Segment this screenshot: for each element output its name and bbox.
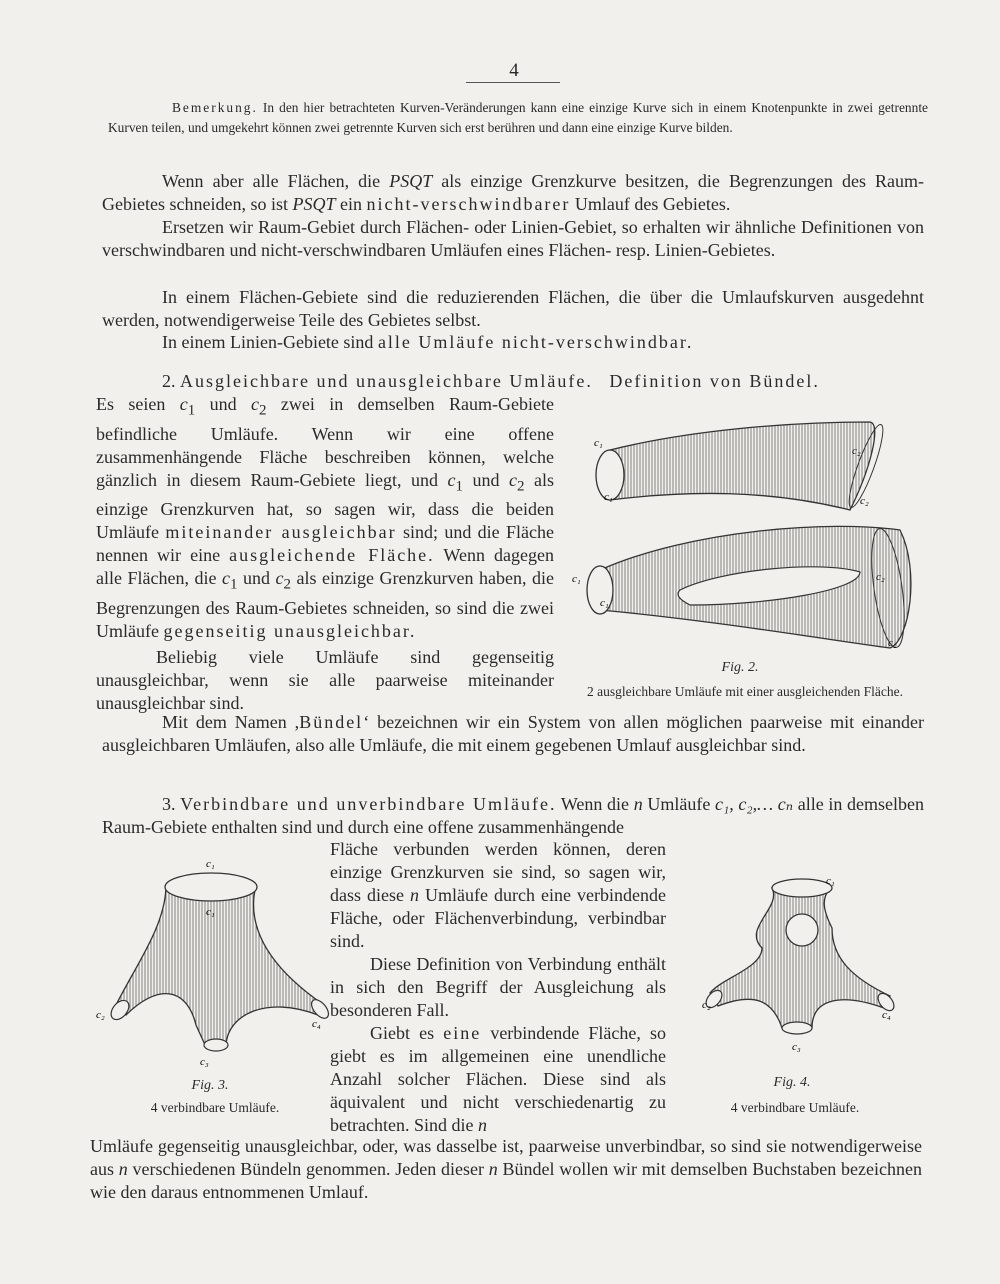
fig3-top-mouth [165,873,257,901]
remark-label: Bemerkung. [172,100,258,115]
spaced-term: eine [443,1023,482,1043]
section-2-heading: 2. Ausgleichbare und unausgleichbare Umläufe. Definition von Bündel. [162,371,820,391]
spaced-term: ausgleichende Fläche. [229,545,435,566]
spaced-term: alle Umläufe nicht-verschwindbar. [377,332,694,352]
var-psqt: PSQT [389,171,433,191]
fig2-label-c1: c₁ [594,437,603,449]
remark-text: In den hier betrachteten Kurven-Veränderungen kann eine einzige Kurve sich in einem Knotenpunkte in zwei getrennte Kurven teilen, und umgekehrt können zwei getrennte Kurven sich erst berühren und dann eine einzige Kurve bilden. [108,100,928,135]
fig2-caption: 2 ausgleichbare Umläufe mit einer ausgleichenden Fläche. [587,684,903,699]
fig3-caption: 4 verbindbare Umläufe. [150,1100,280,1115]
var-psqt: PSQT [292,194,336,214]
page-number-rule [466,82,560,83]
intro-paragraph-3: In einem Flächen-Gebiete sind die reduzierenden Flächen, die über die Umlaufskurven ausgedehnt werden, notwendigerweise Teile des Gebietes selbst. [102,287,924,330]
section-3-paragraph-2: Diese Definition von Verbindung enthält in sich den Begriff der Ausgleichung als besonderen Fall. [330,954,666,1020]
fig2-label-c2: c₂ [852,445,861,457]
fig2-label-c1c: c₁ [572,573,581,585]
spaced-term: miteinander ausgleichbar [165,522,397,543]
section-2-paragraph-3: Mit dem Namen ,Bündel‘ bezeichnen wir ein System von allen möglichen paarweise mit einander ausgleichbaren Umläufen, also alle Umläufe, die mit einem gegebenen Umlauf ausgleichbar sind. [102,712,924,755]
svg-text:c₂: c₂ [702,999,711,1011]
section-3-paragraph-4: Umläufe gegenseitig unausgleichbar, oder, was dasselbe ist, paarweise unverbindbar, so sind sie notwendigerweise aus n verschiedenen Bündeln genommen. Jeden dieser n Bündel wollen wir mit demselben Buchstaben bezeichnen wie den daraus entnommenen Umlauf. [90,1136,922,1202]
fig3-label: Fig. 3. [191,1078,229,1093]
spaced-term: Bündel [299,712,364,732]
remark [108,98,928,138]
section-3-paragraph-1: Fläche verbunden werden können, deren einzige Grenzkurven sie sind, so sagen wir, dass diese n Umläufe durch eine verbindende Fläche, oder Flächenverbindung, verbindbar sind. [330,839,667,951]
svg-text:c₂: c₂ [96,1009,105,1021]
section-3-heading: 3. Verbindbare und unverbindbare Umläufe. Wenn die n Umläufe c₁, c₂,… cₙ alle in demselben Raum-Gebiete enthalten sind und durch eine offene zusammenhängende [102,794,924,837]
intro-paragraph-1: Wenn aber alle Flächen, die PSQT als einzige Grenzkurve besitzen, die Begrenzungen des Raum-Gebietes schneiden, so ist PSQT ein nicht-verschwindbarer Umlauf des Gebietes. [102,171,924,214]
fig2-label-c2b: c₂ [860,495,869,507]
page-number: 4 [509,60,519,81]
fig2-label-c2c: c₂ [876,571,885,583]
figure-4-drawing [702,868,902,1058]
section-2-paragraph-2: Beliebig viele Umläufe sind gegenseitig unausgleichbar, wenn sie alle paarweise miteinander unausgleichbar sind. [96,647,554,713]
fig2-label-c1d: c₁ [600,597,609,609]
figure-2-drawing [570,410,930,660]
svg-text:c₄: c₄ [882,1009,891,1021]
fig4-caption: 4 verbindbare Umläufe. [730,1100,860,1115]
spaced-term: gegenseitig unausgleichbar. [163,620,417,641]
horn-upper [610,422,875,510]
section-2-paragraph-1: Es seien $c_1$ und $c_2$ zwei in demselben Raum-Gebiete befindliche Umläufe. Wenn wir eine offene zusammenhängende Fläche beschreiben können, welche gänzlich in diesem Raum-Gebiete liegt, und $c_1$ und $c_2$ als einzige Grenzkurven hat, so sagen wir, dass die beiden Umläufe miteinander ausgleichbar sind; und die Fläche nennen wir eine ausgleichende Fläche. Wenn dagegen alle Flächen, die $c_1$ und $c_2$ als einzige Grenzkurven haben, die Begrenzungen des Raum-Gebietes schneiden, so sind die zwei Umläufe gegenseitig unausgleichbar. [96,394,555,641]
intro-paragraph-4: In einem Linien-Gebiete sind alle Umläufe nicht-verschwindbar. [162,332,694,352]
figure-3-drawing [96,855,326,1070]
fig2-label: Fig. 2. [721,660,759,675]
fig2-label-c1b: c₁ [604,491,613,503]
fig4-label: Fig. 4. [773,1075,811,1090]
svg-text:c₁: c₁ [826,875,835,887]
fig2-label-c2d: c₂ [888,637,897,649]
svg-text:c₄: c₄ [312,1018,321,1030]
svg-text:c₃: c₃ [200,1056,209,1068]
svg-text:c₁: c₁ [206,858,215,870]
section-3-paragraph-3: Giebt es eine verbindende Fläche, so giebt es im allgemeinen eine unendliche Anzahl solcher Flächen. Diese sind als äquivalent und nicht verschiedenartig zu betrachten. Sind die n [330,1023,666,1135]
svg-text:c₁: c₁ [206,906,215,918]
svg-text:c₃: c₃ [792,1041,801,1053]
intro-paragraph-2: Ersetzen wir Raum-Gebiet durch Flächen- oder Linien-Gebiet, so erhalten wir ähnliche Definitionen von verschwindbaren und nicht-verschwindbaren Umläufen eines Flächen- resp. Linien-Gebietes. [102,217,924,260]
spaced-term: nicht-verschwindbarer [366,194,571,214]
